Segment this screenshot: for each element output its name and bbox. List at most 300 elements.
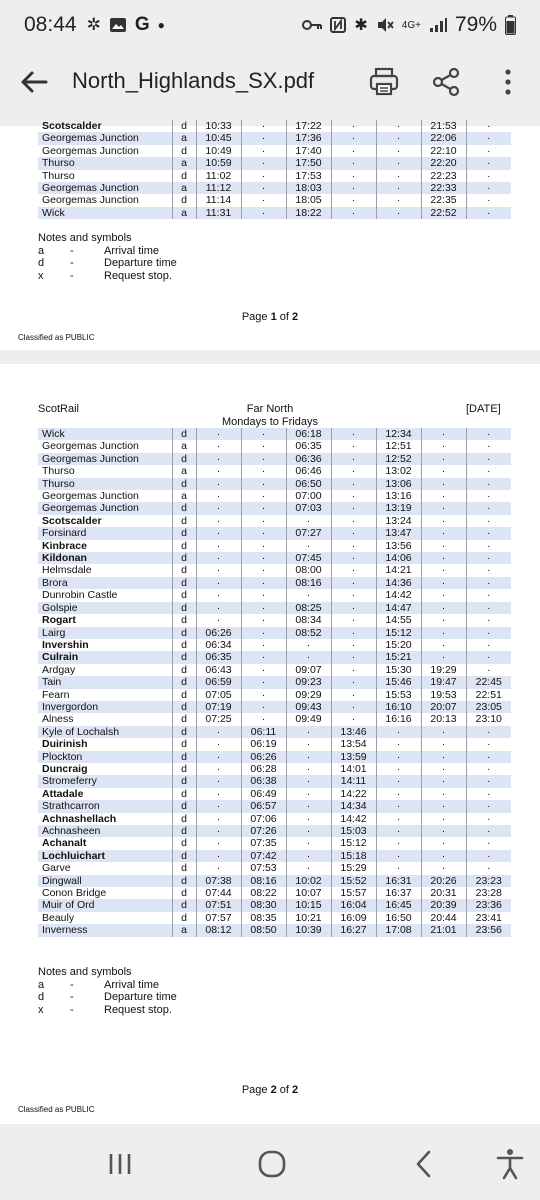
notification-dot-icon: ●: [157, 18, 165, 32]
time-cell: ·: [421, 751, 466, 763]
time-cell: 17:08: [376, 924, 421, 936]
time-cell: ·: [487, 169, 491, 182]
time-cell: 15:12: [331, 837, 376, 849]
time-cell: ·: [241, 589, 286, 601]
station-name: Inverness: [38, 924, 172, 936]
time-cell: ·: [331, 490, 376, 502]
recent-apps-icon[interactable]: [100, 1146, 140, 1182]
time-cell: ·: [487, 787, 491, 800]
time-cell: 19:47: [421, 676, 466, 688]
time-cell: ·: [241, 465, 286, 477]
arrival-departure-flag: d: [172, 453, 196, 465]
time-cell: ·: [421, 837, 466, 849]
time-cell: ·: [331, 664, 376, 676]
time-cell: ·: [466, 478, 511, 490]
station-name: Helmsdale: [38, 564, 172, 576]
time-cell: ·: [421, 502, 466, 514]
classification-label: Classified as PUBLIC: [18, 333, 95, 342]
time-cell: ·: [421, 850, 466, 862]
time-cell: ·: [466, 800, 511, 812]
station-name: Thurso: [38, 478, 172, 490]
time-cell: ·: [421, 726, 466, 738]
time-cell: ·: [376, 132, 421, 144]
time-cell: ·: [196, 440, 241, 452]
time-cell: 15:53: [376, 689, 421, 701]
time-cell: 09:23: [286, 676, 331, 688]
time-cell: ·: [376, 862, 421, 874]
time-cell: 22:51: [475, 688, 502, 701]
station-name: Garve: [38, 862, 172, 874]
time-cell: ·: [286, 825, 331, 837]
time-cell: ·: [196, 502, 241, 514]
share-icon[interactable]: [428, 64, 464, 100]
table-row: [38, 813, 511, 825]
station-name: Plockton: [38, 751, 172, 763]
time-cell: ·: [241, 120, 286, 132]
time-cell: ·: [331, 515, 376, 527]
arrival-departure-flag: d: [172, 726, 196, 738]
back-icon[interactable]: [404, 1146, 444, 1182]
time-cell: ·: [421, 813, 466, 825]
time-cell: ·: [421, 788, 466, 800]
table-row: [38, 120, 511, 132]
time-cell: ·: [466, 552, 511, 564]
document-title: North_Highlands_SX.pdf: [72, 68, 315, 93]
station-name: Kildonan: [38, 552, 172, 564]
time-cell: ·: [487, 738, 491, 751]
time-cell: ·: [286, 726, 331, 738]
time-cell: ·: [286, 639, 331, 651]
time-cell: 22:20: [421, 157, 466, 169]
note-item: [38, 1004, 177, 1017]
time-cell: 20:31: [421, 887, 466, 899]
note-dash: -: [70, 244, 74, 257]
note-item: [38, 257, 177, 270]
time-cell: 06:59: [196, 676, 241, 688]
time-cell: 10:15: [286, 899, 331, 911]
time-cell: 15:12: [376, 627, 421, 639]
station-name: Achnashellach: [38, 813, 172, 825]
table-row: [38, 552, 511, 564]
time-cell: ·: [331, 465, 376, 477]
time-cell: ·: [286, 813, 331, 825]
time-cell: ·: [331, 132, 376, 144]
time-cell: ·: [487, 539, 491, 552]
table-row: [38, 850, 511, 862]
time-cell: 14:01: [331, 763, 376, 775]
arrival-departure-flag: d: [172, 614, 196, 626]
time-cell: ·: [421, 478, 466, 490]
time-cell: ·: [241, 170, 286, 182]
route-name: Far North: [246, 403, 294, 415]
time-cell: ·: [421, 527, 466, 539]
time-cell: ·: [466, 577, 511, 589]
table-row: [38, 639, 511, 651]
time-cell: 06:26: [196, 627, 241, 639]
note-item: [38, 979, 177, 992]
time-cell: 18:03: [286, 182, 331, 194]
station-name: Georgemas Junction: [38, 453, 172, 465]
operator-name: ScotRail: [38, 403, 79, 415]
time-cell: 10:33: [196, 120, 241, 132]
time-cell: ·: [376, 837, 421, 849]
arrival-departure-flag: d: [172, 564, 196, 576]
station-name: Strathcarron: [38, 800, 172, 812]
time-cell: ·: [241, 651, 286, 663]
time-cell: ·: [331, 689, 376, 701]
time-cell: 17:36: [286, 132, 331, 144]
time-cell: 14:06: [376, 552, 421, 564]
table-row: [38, 875, 511, 887]
status-time: 08:44: [24, 13, 77, 36]
time-cell: 07:26: [241, 825, 286, 837]
back-arrow-icon[interactable]: [16, 64, 52, 100]
arrival-departure-flag: a: [172, 157, 196, 169]
time-cell: ·: [196, 602, 241, 614]
time-cell: ·: [241, 627, 286, 639]
note-sym: a: [38, 244, 45, 257]
table-row: [38, 465, 511, 477]
time-cell: ·: [241, 182, 286, 194]
time-cell: ·: [466, 726, 511, 738]
time-cell: 06:38: [241, 775, 286, 787]
station-name: Kinbrace: [38, 540, 172, 552]
time-cell: ·: [487, 120, 491, 132]
time-cell: 06:46: [286, 465, 331, 477]
time-cell: 11:31: [196, 207, 241, 219]
time-cell: ·: [241, 515, 286, 527]
time-cell: 08:35: [241, 912, 286, 924]
time-cell: 18:22: [286, 207, 331, 219]
time-cell: 16:09: [331, 912, 376, 924]
time-cell: 11:12: [196, 182, 241, 194]
time-cell: 13:47: [376, 527, 421, 539]
table-row: [38, 490, 511, 502]
time-cell: ·: [241, 428, 286, 440]
arrival-departure-flag: d: [172, 120, 196, 132]
time-cell: ·: [241, 527, 286, 539]
table-row: [38, 564, 511, 576]
table-row: [38, 775, 511, 787]
time-cell: 17:53: [286, 170, 331, 182]
arrival-departure-flag: d: [172, 713, 196, 725]
arrival-departure-flag: d: [172, 651, 196, 663]
table-row: [38, 453, 511, 465]
time-cell: ·: [421, 639, 466, 651]
arrival-departure-flag: d: [172, 912, 196, 924]
arrival-departure-flag: d: [172, 145, 196, 157]
time-cell: ·: [421, 589, 466, 601]
time-cell: ·: [331, 478, 376, 490]
time-cell: ·: [241, 664, 286, 676]
note-text: Arrival time: [104, 978, 160, 991]
table-row: [38, 207, 511, 219]
table-row: [38, 676, 511, 688]
time-cell: 08:34: [286, 614, 331, 626]
time-cell: ·: [196, 788, 241, 800]
time-cell: 06:35: [196, 651, 241, 663]
time-cell: 15:52: [331, 875, 376, 887]
arrival-departure-flag: d: [172, 899, 196, 911]
time-cell: ·: [331, 207, 376, 219]
time-cell: ·: [196, 428, 241, 440]
time-cell: ·: [466, 453, 511, 465]
time-cell: ·: [286, 837, 331, 849]
time-cell: ·: [487, 564, 491, 577]
time-cell: ·: [466, 502, 511, 514]
time-cell: ·: [466, 627, 511, 639]
time-cell: ·: [241, 552, 286, 564]
page-number-2: Page 2 of 2: [241, 1084, 299, 1096]
time-cell: ·: [487, 614, 491, 627]
station-name: Beauly: [38, 912, 172, 924]
time-cell: 08:22: [241, 887, 286, 899]
note-sym: x: [38, 1003, 44, 1016]
time-cell: 16:31: [376, 875, 421, 887]
time-cell: 17:40: [286, 145, 331, 157]
time-cell: 13:06: [376, 478, 421, 490]
station-name: Conon Bridge: [38, 887, 172, 899]
station-name: Fearn: [38, 689, 172, 701]
time-cell: 07:00: [286, 490, 331, 502]
arrival-departure-flag: d: [172, 589, 196, 601]
station-name: Culrain: [38, 651, 172, 663]
table-row: [38, 614, 511, 626]
time-cell: ·: [286, 850, 331, 862]
table-row: [38, 664, 511, 676]
time-cell: 16:50: [376, 912, 421, 924]
time-cell: ·: [421, 763, 466, 775]
time-cell: 20:07: [421, 701, 466, 713]
time-cell: 08:30: [241, 899, 286, 911]
battery-percent: 79%: [454, 13, 497, 36]
time-cell: ·: [196, 453, 241, 465]
note-dash: -: [70, 269, 74, 282]
time-cell: 13:59: [331, 751, 376, 763]
arrival-departure-flag: d: [172, 862, 196, 874]
time-cell: 17:50: [286, 157, 331, 169]
arrival-departure-flag: d: [172, 676, 196, 688]
table-row: [38, 194, 511, 206]
more-vert-icon[interactable]: [494, 64, 522, 100]
time-cell: ·: [487, 638, 491, 651]
time-cell: ·: [487, 514, 491, 527]
time-cell: ·: [421, 453, 466, 465]
time-cell: 10:02: [286, 875, 331, 887]
time-cell: 08:25: [286, 602, 331, 614]
arrival-departure-flag: d: [172, 502, 196, 514]
time-cell: 06:18: [286, 428, 331, 440]
time-cell: 23:56: [466, 924, 511, 936]
time-cell: 08:16: [286, 577, 331, 589]
days-label: Mondays to Fridays: [222, 416, 318, 428]
time-cell: ·: [331, 614, 376, 626]
arrival-departure-flag: d: [172, 837, 196, 849]
note-text: Request stop.: [104, 269, 172, 282]
arrival-departure-flag: a: [172, 440, 196, 452]
time-cell: ·: [286, 589, 331, 601]
time-cell: ·: [376, 751, 421, 763]
station-name: Georgemas Junction: [38, 194, 172, 206]
time-cell: 15:46: [376, 676, 421, 688]
time-cell: ·: [421, 515, 466, 527]
time-cell: ·: [331, 502, 376, 514]
time-cell: 08:52: [286, 627, 331, 639]
time-cell: ·: [286, 540, 331, 552]
table-row: [38, 825, 511, 837]
note-item: [38, 991, 177, 1004]
time-cell: ·: [487, 465, 491, 478]
time-cell: ·: [466, 825, 511, 837]
time-cell: ·: [286, 862, 331, 874]
arrival-departure-flag: d: [172, 664, 196, 676]
time-cell: ·: [421, 602, 466, 614]
table-row: [38, 862, 511, 874]
classification-label: Classified as PUBLIC: [18, 1105, 95, 1114]
time-cell: ·: [376, 850, 421, 862]
time-cell: ·: [196, 478, 241, 490]
arrival-departure-flag: d: [172, 577, 196, 589]
time-cell: ·: [487, 440, 491, 453]
time-cell: 14:55: [376, 614, 421, 626]
navigation-bar: [0, 1130, 540, 1200]
time-cell: ·: [196, 850, 241, 862]
time-cell: ·: [331, 701, 376, 713]
google-icon: G: [134, 14, 150, 35]
arrival-departure-flag: d: [172, 788, 196, 800]
table-row: [38, 502, 511, 514]
time-cell: ·: [241, 689, 286, 701]
time-cell: ·: [421, 440, 466, 452]
time-cell: ·: [331, 540, 376, 552]
table-row: [38, 515, 511, 527]
time-cell: ·: [421, 614, 466, 626]
time-cell: 06:28: [241, 763, 286, 775]
arrival-departure-flag: a: [172, 182, 196, 194]
time-cell: ·: [331, 440, 376, 452]
time-cell: 17:22: [286, 120, 331, 132]
time-cell: 21:53: [421, 120, 466, 132]
arrival-departure-flag: a: [172, 465, 196, 477]
arrival-departure-flag: d: [172, 602, 196, 614]
note-sym: a: [38, 978, 45, 991]
table-row: [38, 713, 511, 725]
time-cell: 10:07: [286, 887, 331, 899]
time-cell: 10:21: [286, 912, 331, 924]
time-cell: 14:21: [376, 564, 421, 576]
time-cell: 14:36: [376, 577, 421, 589]
time-cell: 13:46: [331, 726, 376, 738]
vpn-key-icon: [302, 19, 322, 31]
arrival-departure-flag: d: [172, 875, 196, 887]
station-name: Dunrobin Castle: [38, 589, 172, 601]
note-dash: -: [70, 991, 74, 1004]
time-cell: 09:49: [286, 713, 331, 725]
station-name: Georgemas Junction: [38, 145, 172, 157]
time-cell: ·: [331, 589, 376, 601]
time-cell: 16:16: [376, 713, 421, 725]
station-name: Stromeferry: [38, 775, 172, 787]
time-cell: ·: [196, 527, 241, 539]
time-cell: ·: [241, 440, 286, 452]
time-cell: 14:42: [376, 589, 421, 601]
table-row: [38, 428, 511, 440]
time-cell: ·: [241, 132, 286, 144]
time-cell: ·: [286, 800, 331, 812]
time-cell: 20:39: [421, 899, 466, 911]
notes-title: Notes and symbols: [38, 966, 132, 978]
time-cell: 07:03: [286, 502, 331, 514]
time-cell: ·: [376, 194, 421, 206]
time-cell: ·: [241, 639, 286, 651]
time-cell: ·: [286, 751, 331, 763]
table-row: [38, 788, 511, 800]
time-cell: 06:50: [286, 478, 331, 490]
time-cell: 14:34: [331, 800, 376, 812]
time-cell: 16:10: [376, 701, 421, 713]
time-cell: ·: [196, 837, 241, 849]
time-cell: 15:29: [331, 862, 376, 874]
time-cell: 15:21: [376, 651, 421, 663]
time-cell: 19:29: [421, 664, 466, 676]
home-icon[interactable]: [252, 1146, 292, 1182]
arrival-departure-flag: a: [172, 207, 196, 219]
time-cell: ·: [196, 465, 241, 477]
station-name: Lairg: [38, 627, 172, 639]
print-icon[interactable]: [366, 64, 402, 100]
time-cell: ·: [421, 800, 466, 812]
time-cell: 09:29: [286, 689, 331, 701]
time-cell: 14:22: [331, 788, 376, 800]
time-cell: ·: [421, 428, 466, 440]
time-cell: 18:05: [286, 194, 331, 206]
table-row: [38, 726, 511, 738]
time-cell: ·: [286, 738, 331, 750]
time-cell: 13:54: [331, 738, 376, 750]
station-name: Golspie: [38, 602, 172, 614]
time-cell: 08:50: [241, 924, 286, 936]
gallery-icon: [109, 17, 127, 33]
time-cell: 07:57: [196, 912, 241, 924]
table-row: [38, 182, 511, 194]
note-item: [38, 270, 177, 283]
arrival-departure-flag: d: [172, 775, 196, 787]
time-cell: ·: [196, 751, 241, 763]
station-name: Dingwall: [38, 875, 172, 887]
time-cell: ·: [241, 577, 286, 589]
mute-icon: [376, 17, 394, 33]
accessibility-icon[interactable]: [490, 1146, 530, 1182]
time-cell: 07:44: [196, 887, 241, 899]
time-cell: 07:06: [241, 813, 286, 825]
time-cell: ·: [376, 145, 421, 157]
station-name: Achanalt: [38, 837, 172, 849]
time-cell: ·: [331, 577, 376, 589]
time-cell: ·: [487, 589, 491, 602]
arrival-departure-flag: d: [172, 701, 196, 713]
time-cell: ·: [331, 182, 376, 194]
time-cell: ·: [466, 527, 511, 539]
time-cell: 07:53: [241, 862, 286, 874]
time-cell: 12:51: [376, 440, 421, 452]
time-cell: ·: [196, 552, 241, 564]
time-cell: 16:37: [376, 887, 421, 899]
time-cell: ·: [196, 490, 241, 502]
time-cell: 06:36: [286, 453, 331, 465]
time-cell: ·: [487, 837, 491, 850]
time-cell: ·: [466, 132, 511, 144]
arrival-departure-flag: d: [172, 639, 196, 651]
